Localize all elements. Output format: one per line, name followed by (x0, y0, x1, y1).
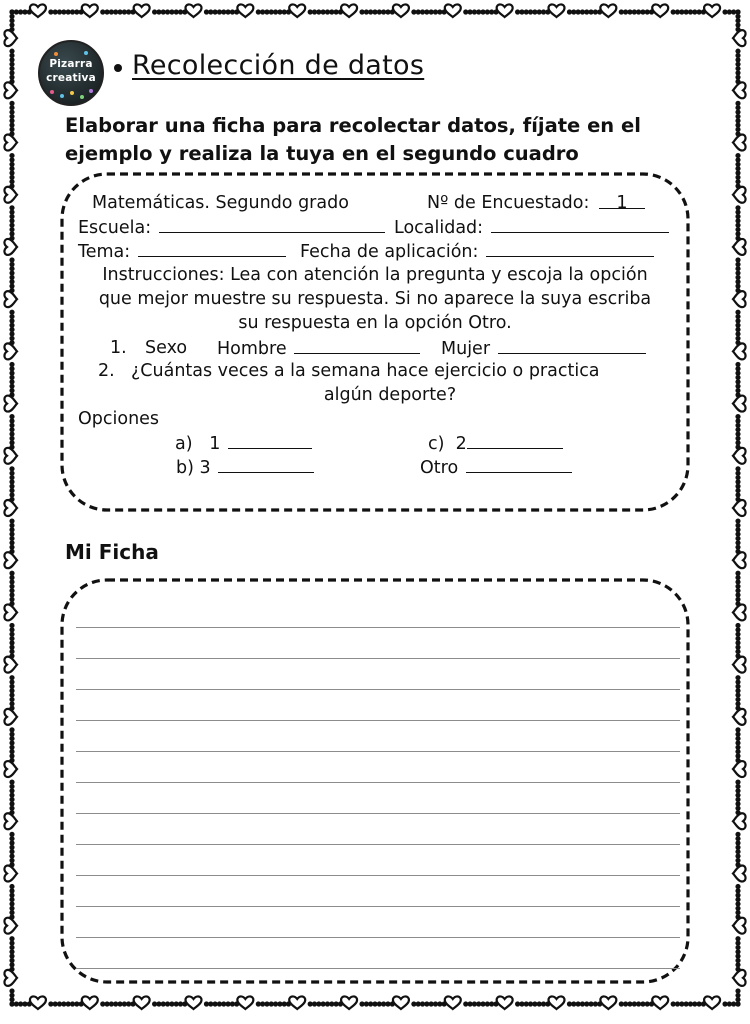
locality-field (394, 216, 669, 239)
locality-label: Localidad: (394, 218, 484, 238)
option-c-value: 2 (455, 434, 467, 454)
school-field (78, 216, 385, 239)
option-otro-blank (466, 456, 572, 473)
option-a-value: 1 (209, 434, 221, 454)
date-field (300, 240, 654, 263)
topic-blank (138, 240, 286, 257)
option-a-letter: a) (175, 434, 193, 454)
logo-text-line2: creativa (46, 72, 96, 84)
respondent-value: 1 (599, 192, 645, 209)
question2-line2: algún deporte? (323, 385, 457, 405)
option-c-letter: c) (428, 434, 445, 454)
option-a-blank (228, 432, 312, 449)
writing-line (76, 813, 680, 814)
writing-line (76, 720, 680, 721)
writing-line (76, 627, 680, 628)
option-c (428, 432, 563, 455)
my-form-heading: Mi Ficha (65, 540, 159, 564)
pizarra-creativa-logo (38, 40, 104, 106)
writing-line (76, 875, 680, 876)
option-a (175, 432, 312, 455)
writing-line (76, 937, 680, 938)
task-instructions: Elaborar una ficha para recolectar datos, fíjate en el ejemplo y realiza la tuya en el segundo cuadro (65, 114, 641, 165)
option-b (176, 456, 314, 479)
option-otro (420, 456, 572, 479)
option-b-value: 3 (199, 458, 211, 478)
writing-line (76, 968, 680, 969)
option-b-letter: b) (176, 458, 194, 478)
respondent-label: Nº de Encuestado: (427, 193, 590, 213)
topic-label: Tema: (78, 242, 131, 262)
options-label: Opciones (78, 409, 160, 429)
logo-text-line1: Pizarra (49, 58, 93, 70)
form-subject: Matemáticas. Segundo grado (92, 193, 349, 213)
form-instructions-line2: que mejor muestre su respuesta. Si no aparece la suya escriba (98, 289, 652, 309)
question1-number: 1. (110, 338, 127, 358)
locality-blank (491, 216, 669, 233)
writing-line (76, 658, 680, 659)
writing-line (76, 782, 680, 783)
school-blank (159, 216, 385, 233)
writing-line (76, 906, 680, 907)
question1-option-hombre (217, 337, 420, 360)
writing-line (76, 844, 680, 845)
date-label: Fecha de aplicación: (300, 242, 479, 262)
question2-number: 2. (98, 361, 115, 381)
hombre-label: Hombre (217, 339, 287, 359)
title-bullet (114, 64, 122, 72)
form-instructions-line3: su respuesta en la opción Otro. (238, 313, 512, 333)
hombre-blank (294, 337, 420, 354)
mujer-blank (498, 337, 646, 354)
school-label: Escuela: (78, 218, 152, 238)
topic-field (78, 240, 286, 263)
mujer-label: Mujer (441, 339, 491, 359)
question2-line1: ¿Cuántas veces a la semana hace ejercicio o practica (131, 361, 600, 381)
question1-option-mujer (441, 337, 646, 360)
option-b-blank (218, 456, 314, 473)
date-blank (486, 240, 654, 257)
writing-line (76, 751, 680, 752)
respondent-field (427, 192, 645, 214)
question1-label: Sexo (145, 338, 188, 358)
page-title: Recolección de datos (132, 50, 425, 81)
writing-line (76, 689, 680, 690)
my-form-box (60, 578, 690, 984)
form-instructions-line1: Instrucciones: Lea con atención la pregunta y escoja la opción (102, 265, 648, 285)
option-c-blank (467, 432, 563, 449)
option-otro-label: Otro (420, 458, 459, 478)
